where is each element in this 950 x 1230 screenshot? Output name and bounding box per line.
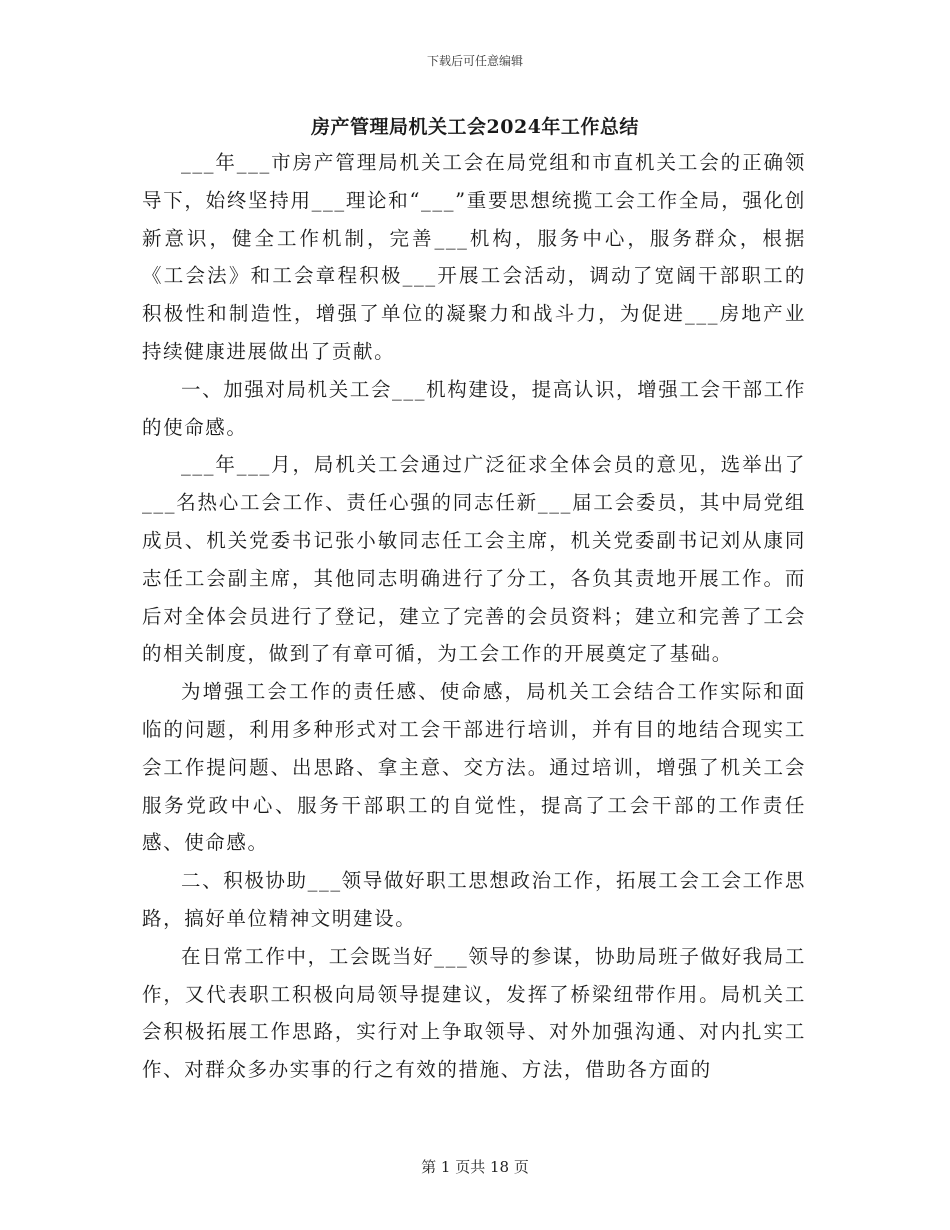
section-heading-1: 一、加强对局机关工会___机构建设，提高认识，增强工会干部工作的使命感。: [142, 377, 806, 439]
paragraph-election: ___年___月，局机关工会通过广泛征求全体会员的意见，选举出了___名热心工会工作、责任心强的同志任新___届工会委员，其中局党组成员、机关党委书记张小敏同志任工会主席，机关党委副书记刘从康同志任工会副主席，其他同志明确进行了分工，各负其责地开展工作。而后对全体会员进行了登记，建立了完善的会员资料；建立和完善了工会的相关制度，做到了有章可循，为工会工作的开展奠定了基础。: [142, 453, 806, 666]
paragraph-daily-work: 在日常工作中，工会既当好___领导的参谋，协助局班子做好我局工作，又代表职工积极向局领导提建议，发挥了桥梁纽带作用。局机关工会积极拓展工作思路，实行对上争取领导、对外加强沟通、对内扎实工作、对群众多办实事的行之有效的措施、方法，借助各方面的: [142, 944, 806, 1082]
paragraph-intro: ___年___市房产管理局机关工会在局党组和市直机关工会的正确领导下，始终坚持用___理论和“___”重要思想统揽工会工作全局，强化创新意识，健全工作机制，完善___机构，服务中心，服务群众，根据《工会法》和工会章程积极___开展工会活动，调动了宽阔干部职工的积极性和制造性，增强了单位的凝聚力和战斗力，为促进___房地产业持续健康进展做出了贡献。: [142, 151, 806, 363]
paragraph-training: 为增强工会工作的责任感、使命感，局机关工会结合工作实际和面临的问题，利用多种形式对工会干部进行培训，并有目的地结合现实工会工作提问题、出思路、拿主意、交方法。通过培训，增强了机关工会服务党政中心、服务干部职工的自觉性，提高了工会干部的工作责任感、使命感。: [142, 680, 806, 855]
section-heading-2: 二、积极协助___领导做好职工思想政治工作，拓展工会工会工作思路，搞好单位精神文明建设。: [142, 869, 806, 930]
page-number: 第 1 页共 18 页: [421, 1158, 529, 1176]
document-body: [142, 144, 806, 1089]
page-header: 下载后可任意编辑: [426, 54, 523, 68]
document-title: 房产管理局机关工会2024年工作总结: [311, 116, 639, 138]
